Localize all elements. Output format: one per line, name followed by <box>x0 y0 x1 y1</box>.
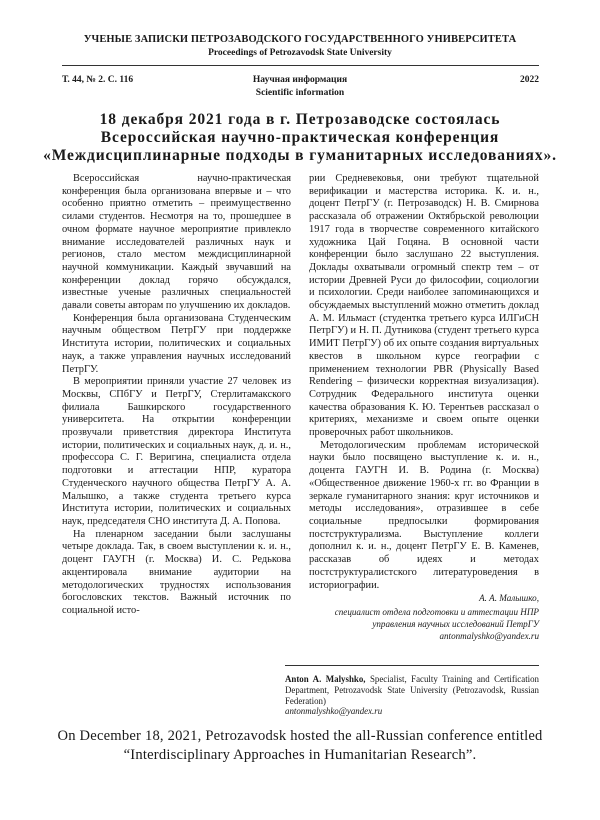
left-column <box>62 173 291 618</box>
author-position-line-2: управления научных исследований ПетрГУ <box>372 619 539 629</box>
article-title-line-2: Всероссийская научно-практическая конференция <box>100 129 500 146</box>
header-divider <box>62 65 539 66</box>
paragraph: Методологическим проблемам исторической науки было посвящено выступление к. и. н., доцента ГАУГН И. В. Родина (г. Москва) «Общественное движение 1960-х гг. во Франции в зеркале гуманитарного знания: круг источников и методы исследования», отразившее в себе социальные предпосылки формирования постструктурализма. Выступление коллеги дополнил к. и. н., доцент ПетрГУ Е. В. Каменев, рассказав об идеях и методах постструктуралистского литературоведения в историографии. <box>309 439 539 591</box>
right-column <box>309 173 539 592</box>
publication-year: 2022 <box>520 75 539 85</box>
volume-info: Т. 44, № 2. С. 116 <box>62 75 134 85</box>
paragraph: Всероссийская научно-практическая конференция была организована впервые и – что особенно приятно отметить – преимущественно силами студентов. Несмотря на то, прошедшее в очном формате научное мероприятие привлекло внимание исследователей различных наук и регионов, стало местом междисциплинарной научной коммуникации. Каждый звучавший на конференции доклад горячо обсуждался, известные ученые различных специальностей давали советы авторам по улучшению их докладов. <box>62 173 291 312</box>
paragraph: На пленарном заседании были заслушаны четыре доклада. Так, в своем выступлении к. и. н., доцент ГАУГН (г. Москва) И. С. Редькова акцентировала внимание аудитории на методологических трудностях использования богословских текстов. Важный источник по социальной исто- <box>62 528 291 616</box>
article-title-line-1: 18 декабря 2021 года в г. Петрозаводске состоялась <box>99 111 501 128</box>
article-title-line-3: «Междисциплинарные подходы в гуманитарных исследованиях». <box>43 147 557 164</box>
english-author-name: Anton A. Malyshko, <box>285 674 366 684</box>
journal-title-ru: УЧЕНЫЕ ЗАПИСКИ ПЕТРОЗАВОДСКОГО ГОСУДАРСТВЕННОГО УНИВЕРСИТЕТА <box>83 34 517 45</box>
english-author-details: Specialist, Faculty Training and Certification Department, Petrozavodsk State University (Petrozavodsk, Russian Federation) <box>285 674 539 706</box>
author-position-line-1: специалист отдела подготовки и аттестации НПР <box>334 607 539 617</box>
author-email[interactable]: antonmalyshko@yandex.ru <box>439 631 539 641</box>
paragraph: Конференция была организована Студенческим научным обществом ПетрГУ при поддержке Института истории, политических и социальных наук, а также управления научных исследований ПетрГУ. <box>62 312 291 375</box>
section-title-en: Scientific information <box>255 88 345 98</box>
english-summary: On December 18, 2021, Petrozavodsk hosted the all-Russian conference entitled “Interdisciplinary Approaches in Humanitarian Research”. <box>57 728 543 763</box>
paragraph-continued: рии Средневековья, они требуют тщательной верификации и мастерства историка. К. и. н., доцент ПетрГУ (г. Петрозаводск) Н. В. Смирнова рассказала об отражении Октябрьской революции 1917 года в творчестве современного китайского художника Цай Гоцяна. В основной части конференции было заслушано 22 выступления. Доклады охватывали огромный спектр тем – от истории Древней Руси до философии, социологии и психологии. Среди наиболее запоминающихся и обсуждаемых выступлений можно отметить доклад А. М. Ильмаст (студентка третьего курса ИЛГиСН ПетрГУ) и Н. П. Дутникова (студент третьего курса ИМИТ ПетрГУ) об их опыте создания виртуальных квестов в школьном курсе географии с применением технологии PBR (Physically Based Rendering – физически корректная визуализация). Сотрудник Федерального института оценки качества образования К. Ю. Терентьев рассказал о критериях, механизме и своем опыте оценки проверочных работ школьников. <box>309 173 539 439</box>
english-author-email[interactable]: antonmalyshko@yandex.ru <box>285 706 383 717</box>
journal-title-en: Proceedings of Petrozavodsk State University <box>208 48 392 58</box>
english-author-block <box>285 674 539 717</box>
signature-divider <box>285 665 539 666</box>
author-name: А. А. Малышко, <box>479 593 539 603</box>
paragraph: В мероприятии приняли участие 27 человек из Москвы, СПбГУ и ПетрГУ, Стерлитамакского филиала Башкирского государственного университета. На открытии конференции прозвучали приветствия директора Института истории, политических и социальных наук, д. и. н., профессора С. Г. Веригина, специалиста отдела подготовки и аттестации НПР, куратора Студенческого научного общества ПетрГУ А. А. Малышко, а также студента третьего курса Института истории, политических и социальных наук, председателя СНО института Д. А. Попова. <box>62 376 291 527</box>
section-title-ru: Научная информация <box>252 75 348 85</box>
